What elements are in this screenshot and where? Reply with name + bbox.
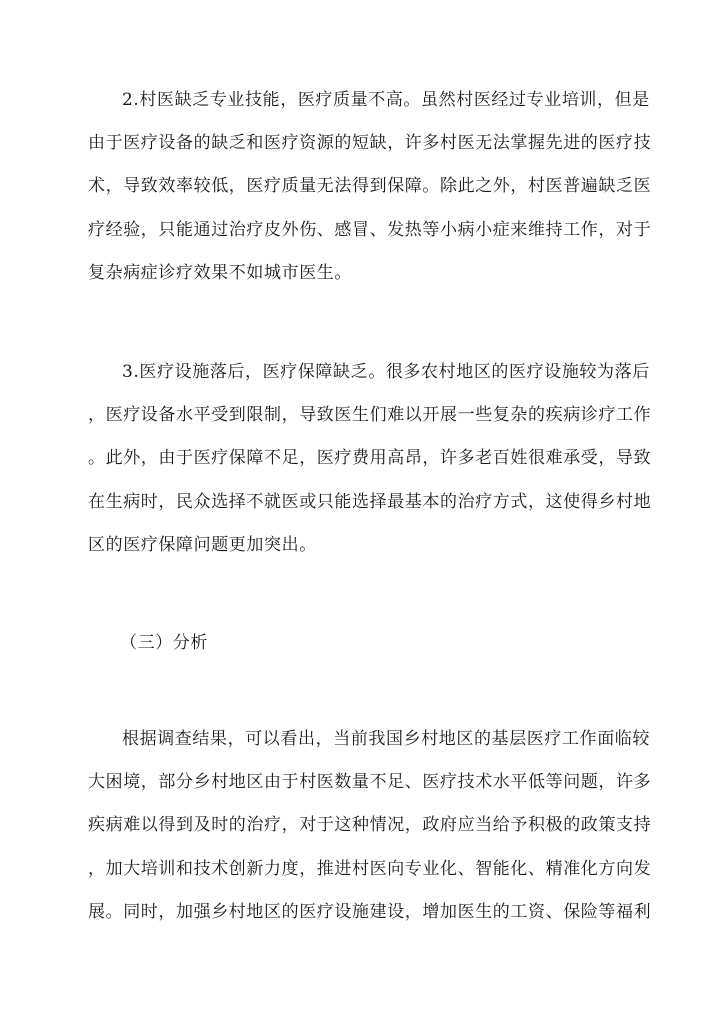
paragraph-3-line-4: ，加大培训和技术创新力度，推进村医向专业化、智能化、精准化方向发 [88, 859, 652, 879]
paragraph-1-line-1: 2.村医缺乏专业技能，医疗质量不高。虽然村医经过专业培训，但是 [122, 90, 650, 110]
paragraph-2-line-4: 在生病时，民众选择不就医或只能选择最基本的治疗方式，这使得乡村地 [88, 492, 652, 512]
paragraph-2-line-3: 。此外，由于医疗保障不足，医疗费用高昂，许多老百姓很难承受，导致 [88, 448, 652, 468]
paragraph-3-line-5: 展。同时，加强乡村地区的医疗设施建设，增加医生的工资、保险等福利 [88, 902, 652, 922]
paragraph-1-line-4: 疗经验，只能通过治疗皮外伤、感冒、发热等小病小症来维持工作，对于 [88, 220, 652, 240]
paragraph-2-line-5: 区的医疗保障问题更加突出。 [88, 535, 317, 555]
paragraph-1-line-5: 复杂病症诊疗效果不如城市医生。 [88, 263, 352, 283]
paragraph-3-line-2: 大困境，部分乡村地区由于村医数量不足、医疗技术水平低等问题，许多 [88, 772, 652, 792]
paragraph-2-line-1: 3.医疗设施落后，医疗保障缺乏。很多农村地区的医疗设施较为落后 [122, 362, 650, 382]
paragraph-3-line-1: 根据调查结果，可以看出，当前我国乡村地区的基层医疗工作面临较 [122, 729, 650, 749]
section-heading: （三）分析 [120, 633, 208, 653]
paragraph-2-line-2: ，医疗设备水平受到限制，导致医生们难以开展一些复杂的疾病诊疗工作 [88, 405, 652, 425]
paragraph-1-line-2: 由于医疗设备的缺乏和医疗资源的短缺，许多村医无法掌握先进的医疗技 [88, 133, 652, 153]
paragraph-3-line-3: 疾病难以得到及时的治疗，对于这种情况，政府应当给予积极的政策支持 [88, 815, 652, 835]
paragraph-1-line-3: 术，导致效率较低，医疗质量无法得到保障。除此之外，村医普遍缺乏医 [88, 176, 652, 196]
